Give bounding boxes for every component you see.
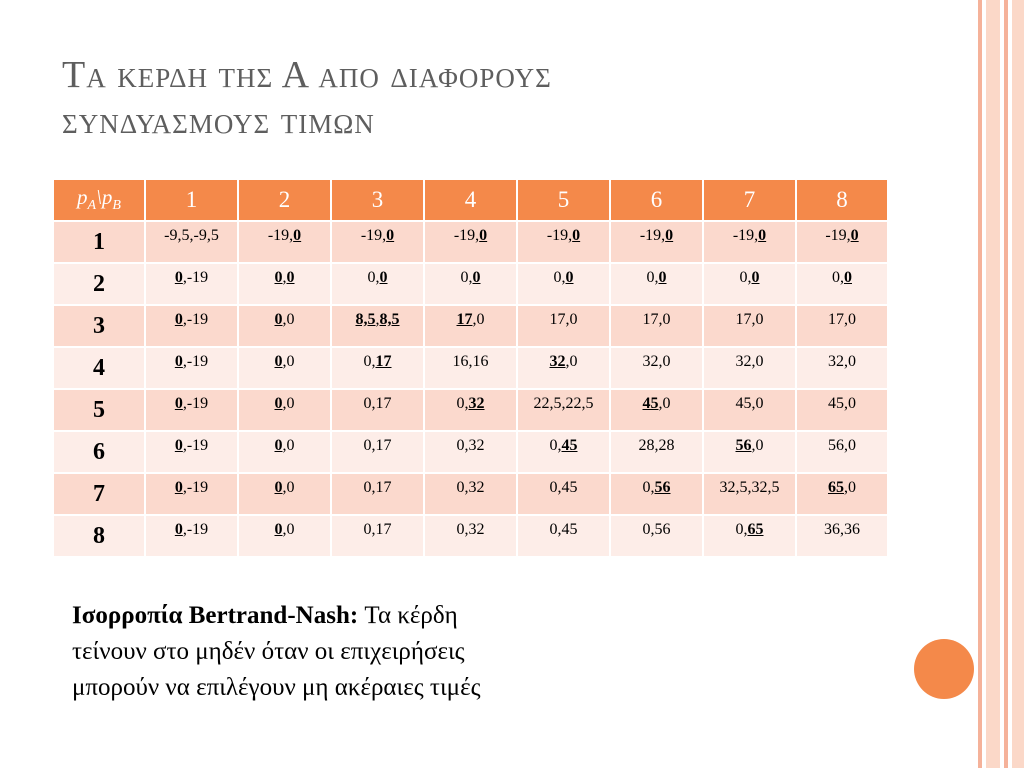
row-header: 4: [53, 347, 145, 389]
payoff-cell: [331, 389, 424, 431]
payoff-cell: [424, 431, 517, 473]
payoff-text: 0,56: [642, 521, 671, 538]
payoff-cell: [238, 515, 331, 557]
payoff-text: 0,45: [549, 479, 578, 496]
payoff-cell: [145, 389, 238, 431]
payoff-cell: [703, 305, 796, 347]
payoff-cell: [145, 473, 238, 515]
slide-title-line-1: Τα κερδη της Α απο διαφορους: [62, 54, 552, 96]
best-response-value: 0: [274, 269, 283, 286]
payoff-text: ,0: [282, 311, 295, 328]
best-response-value: 0: [472, 269, 481, 286]
payoff-cell: [145, 431, 238, 473]
best-response-value: 0: [386, 227, 395, 244]
payoff-cell: [703, 431, 796, 473]
payoff-text: 45,0: [735, 395, 764, 412]
price-b-symbol: p: [101, 185, 113, 210]
frame-stripe: [1012, 0, 1024, 768]
best-response-value: 0: [751, 269, 760, 286]
payoff-cell: [424, 347, 517, 389]
payoff-cell: [145, 347, 238, 389]
payoff-text: -19,: [360, 227, 387, 244]
payoff-text: ,0: [751, 437, 764, 454]
best-response-value: 0: [286, 269, 295, 286]
payoff-text: 17,0: [549, 311, 578, 328]
payoff-text: 0,32: [456, 437, 485, 454]
payoff-cell: [145, 263, 238, 305]
table-row: [53, 473, 888, 515]
payoff-text: 0,: [832, 269, 844, 286]
payoff-cell: [703, 389, 796, 431]
payoff-cell: [424, 305, 517, 347]
column-header: 3: [331, 179, 424, 221]
price-b-subscript: B: [112, 198, 121, 214]
table-corner-header: [53, 179, 145, 221]
note-line-3: μπορούν να επιλέγουν μη ακέραιες τιμές: [72, 674, 481, 701]
table-row: [53, 305, 888, 347]
payoff-text: 32,0: [828, 353, 856, 370]
best-response-value: 32: [468, 395, 485, 412]
best-response-value: 8,5: [379, 311, 400, 328]
best-response-value: 0: [174, 479, 183, 496]
payoff-text: ,0: [658, 395, 671, 412]
payoff-cell: [517, 389, 610, 431]
payoff-text: 0,: [735, 521, 748, 538]
table-row: [53, 221, 888, 263]
payoff-text: 32,5,32,5: [719, 479, 780, 496]
equilibrium-note: [72, 598, 722, 706]
best-response-value: 17: [456, 311, 473, 328]
best-response-value: 0: [758, 227, 767, 244]
column-header: 4: [424, 179, 517, 221]
row-header: 7: [53, 473, 145, 515]
best-response-value: 17: [375, 353, 392, 370]
payoff-text: 32,0: [642, 353, 671, 370]
payoff-cell: [238, 473, 331, 515]
row-header: 8: [53, 515, 145, 557]
payoff-text: ,: [282, 269, 287, 286]
best-response-value: 65: [747, 521, 764, 538]
best-response-value: 0: [665, 227, 674, 244]
payoff-text: ,-19: [182, 311, 209, 328]
row-header: 3: [53, 305, 145, 347]
column-header: 1: [145, 179, 238, 221]
payoff-text: 56,0: [828, 437, 856, 454]
payoff-text: 0,45: [549, 521, 578, 538]
payoff-text: -19,: [546, 227, 573, 244]
column-header: 5: [517, 179, 610, 221]
payoff-text: 0,32: [456, 479, 485, 496]
best-response-value: 0: [850, 227, 859, 244]
payoff-text: ,-19: [182, 437, 209, 454]
best-response-value: 56: [735, 437, 752, 454]
payoff-cell: [331, 515, 424, 557]
best-response-value: 0: [572, 227, 581, 244]
payoff-cell: [424, 515, 517, 557]
payoff-text: 0,: [363, 353, 376, 370]
note-line-2: τείνουν στο μηδέν όταν οι επιχειρήσεις: [72, 638, 465, 665]
payoff-cell: [703, 221, 796, 263]
payoff-text: 22,5,22,5: [533, 395, 594, 412]
payoff-text: ,-19: [182, 395, 209, 412]
payoff-text: ,0: [282, 437, 295, 454]
payoff-cell: [331, 221, 424, 263]
payoff-cell: [424, 473, 517, 515]
payoff-table: [52, 178, 889, 558]
payoff-text: 0,: [553, 269, 566, 286]
payoff-cell: [145, 515, 238, 557]
frame-stripe: [1004, 0, 1008, 768]
payoff-cell: [517, 515, 610, 557]
payoff-cell: [796, 473, 888, 515]
payoff-cell: [610, 389, 703, 431]
best-response-value: 8,5: [355, 311, 376, 328]
payoff-cell: [145, 221, 238, 263]
payoff-cell: [238, 431, 331, 473]
payoff-text: 17,0: [735, 311, 764, 328]
payoff-cell: [703, 263, 796, 305]
best-response-value: 0: [844, 269, 852, 286]
column-header: 6: [610, 179, 703, 221]
payoff-cell: [424, 263, 517, 305]
best-response-value: 0: [174, 269, 183, 286]
table-row: [53, 347, 888, 389]
payoff-text: ,0: [282, 395, 295, 412]
best-response-value: 0: [379, 269, 388, 286]
payoff-text: 32,0: [735, 353, 764, 370]
payoff-text: ,-19: [182, 353, 209, 370]
payoff-cell: [238, 347, 331, 389]
note-line-1: [72, 598, 722, 634]
payoff-cell: [610, 263, 703, 305]
column-header: 2: [238, 179, 331, 221]
best-response-value: 0: [274, 479, 283, 496]
payoff-text: ,0: [282, 479, 295, 496]
payoff-cell: [331, 263, 424, 305]
slide-title-line-2: συνδυασμους τιμων: [62, 100, 375, 142]
payoff-cell: [610, 473, 703, 515]
payoff-cell: [238, 221, 331, 263]
payoff-text: 0,17: [363, 521, 392, 538]
payoff-text: 0,: [456, 395, 469, 412]
payoff-cell: [610, 515, 703, 557]
table-header-row: [53, 179, 888, 221]
payoff-text: 0,17: [363, 479, 392, 496]
note-line-1-text: Τα κέρδη: [358, 602, 458, 629]
payoff-cell: [238, 389, 331, 431]
payoff-cell: [331, 473, 424, 515]
best-response-value: 0: [274, 395, 283, 412]
decorative-circle: [914, 639, 974, 699]
payoff-text: 36,36: [824, 521, 860, 538]
price-a-symbol: p: [77, 185, 88, 210]
payoff-text: 0,17: [363, 395, 392, 412]
payoff-text: ,-19: [182, 521, 209, 538]
payoff-cell: [517, 431, 610, 473]
frame-stripe: [978, 0, 982, 768]
payoff-cell: [610, 347, 703, 389]
row-header: 1: [53, 221, 145, 263]
best-response-value: 0: [174, 353, 183, 370]
payoff-text: -19,: [732, 227, 759, 244]
best-response-value: 0: [658, 269, 667, 286]
column-header: 7: [703, 179, 796, 221]
best-response-value: 0: [565, 269, 574, 286]
payoff-text: -9,5,-9,5: [164, 227, 219, 244]
payoff-text: 0,: [367, 269, 380, 286]
best-response-value: 0: [174, 395, 183, 412]
best-response-value: 45: [561, 437, 578, 454]
best-response-value: 56: [654, 479, 671, 496]
payoff-text: 0,: [549, 437, 562, 454]
payoff-text: 45,0: [828, 395, 856, 412]
payoff-text: 17,0: [828, 311, 856, 328]
best-response-value: 0: [274, 311, 283, 328]
best-response-value: 45: [642, 395, 659, 412]
payoff-text: -19,: [639, 227, 666, 244]
best-response-value: 0: [274, 437, 283, 454]
best-response-value: 0: [274, 521, 283, 538]
table-row: [53, 515, 888, 557]
payoff-text: ,0: [844, 479, 856, 496]
payoff-text: -19,: [453, 227, 480, 244]
payoff-cell: [610, 431, 703, 473]
table-row: [53, 263, 888, 305]
payoff-cell: [424, 389, 517, 431]
payoff-text: ,-19: [182, 479, 209, 496]
table-body: [53, 221, 888, 557]
payoff-cell: [517, 347, 610, 389]
payoff-text: ,-19: [182, 269, 209, 286]
payoff-text: ,: [375, 311, 380, 328]
best-response-value: 0: [293, 227, 302, 244]
payoff-cell: [517, 263, 610, 305]
best-response-value: 65: [828, 479, 844, 496]
payoff-cell: [331, 347, 424, 389]
frame-stripe: [986, 0, 1000, 768]
payoff-text: 0,17: [363, 437, 392, 454]
payoff-cell: [796, 263, 888, 305]
payoff-text: ,0: [472, 311, 485, 328]
best-response-value: 0: [274, 353, 283, 370]
best-response-value: 32: [549, 353, 566, 370]
price-a-subscript: A: [87, 198, 97, 214]
payoff-text: 0,: [646, 269, 659, 286]
row-header: 5: [53, 389, 145, 431]
payoff-cell: [238, 263, 331, 305]
payoff-cell: [610, 305, 703, 347]
payoff-cell: [517, 305, 610, 347]
payoff-cell: [796, 431, 888, 473]
payoff-cell: [703, 473, 796, 515]
payoff-text: 0,32: [456, 521, 485, 538]
payoff-cell: [703, 347, 796, 389]
payoff-cell: [796, 347, 888, 389]
payoff-cell: [796, 221, 888, 263]
payoff-cell: [796, 305, 888, 347]
best-response-value: 0: [479, 227, 488, 244]
best-response-value: 0: [174, 521, 183, 538]
payoff-cell: [145, 305, 238, 347]
note-bold-label: Ισορροπία Bertrand-Nash:: [72, 602, 359, 629]
payoff-cell: [238, 305, 331, 347]
header-separator: \: [96, 185, 102, 210]
payoff-text: ,0: [565, 353, 578, 370]
payoff-text: ,0: [282, 353, 295, 370]
payoff-cell: [331, 305, 424, 347]
payoff-text: 28,28: [638, 437, 675, 454]
payoff-cell: [703, 515, 796, 557]
payoff-text: 17,0: [642, 311, 671, 328]
payoff-text: 0,: [739, 269, 752, 286]
table-row: [53, 389, 888, 431]
payoff-text: -19,: [825, 227, 851, 244]
row-header: 2: [53, 263, 145, 305]
payoff-text: 0,: [460, 269, 473, 286]
payoff-cell: [517, 473, 610, 515]
payoff-text: 16,16: [452, 353, 489, 370]
row-header: 6: [53, 431, 145, 473]
table-row: [53, 431, 888, 473]
slide-title: [62, 52, 962, 144]
payoff-cell: [517, 221, 610, 263]
payoff-cell: [610, 221, 703, 263]
payoff-text: 0,: [642, 479, 655, 496]
best-response-value: 0: [174, 311, 183, 328]
payoff-cell: [796, 515, 888, 557]
column-header: 8: [796, 179, 888, 221]
best-response-value: 0: [174, 437, 183, 454]
payoff-text: ,0: [282, 521, 295, 538]
payoff-cell: [424, 221, 517, 263]
payoff-cell: [331, 431, 424, 473]
payoff-text: -19,: [267, 227, 294, 244]
payoff-cell: [796, 389, 888, 431]
